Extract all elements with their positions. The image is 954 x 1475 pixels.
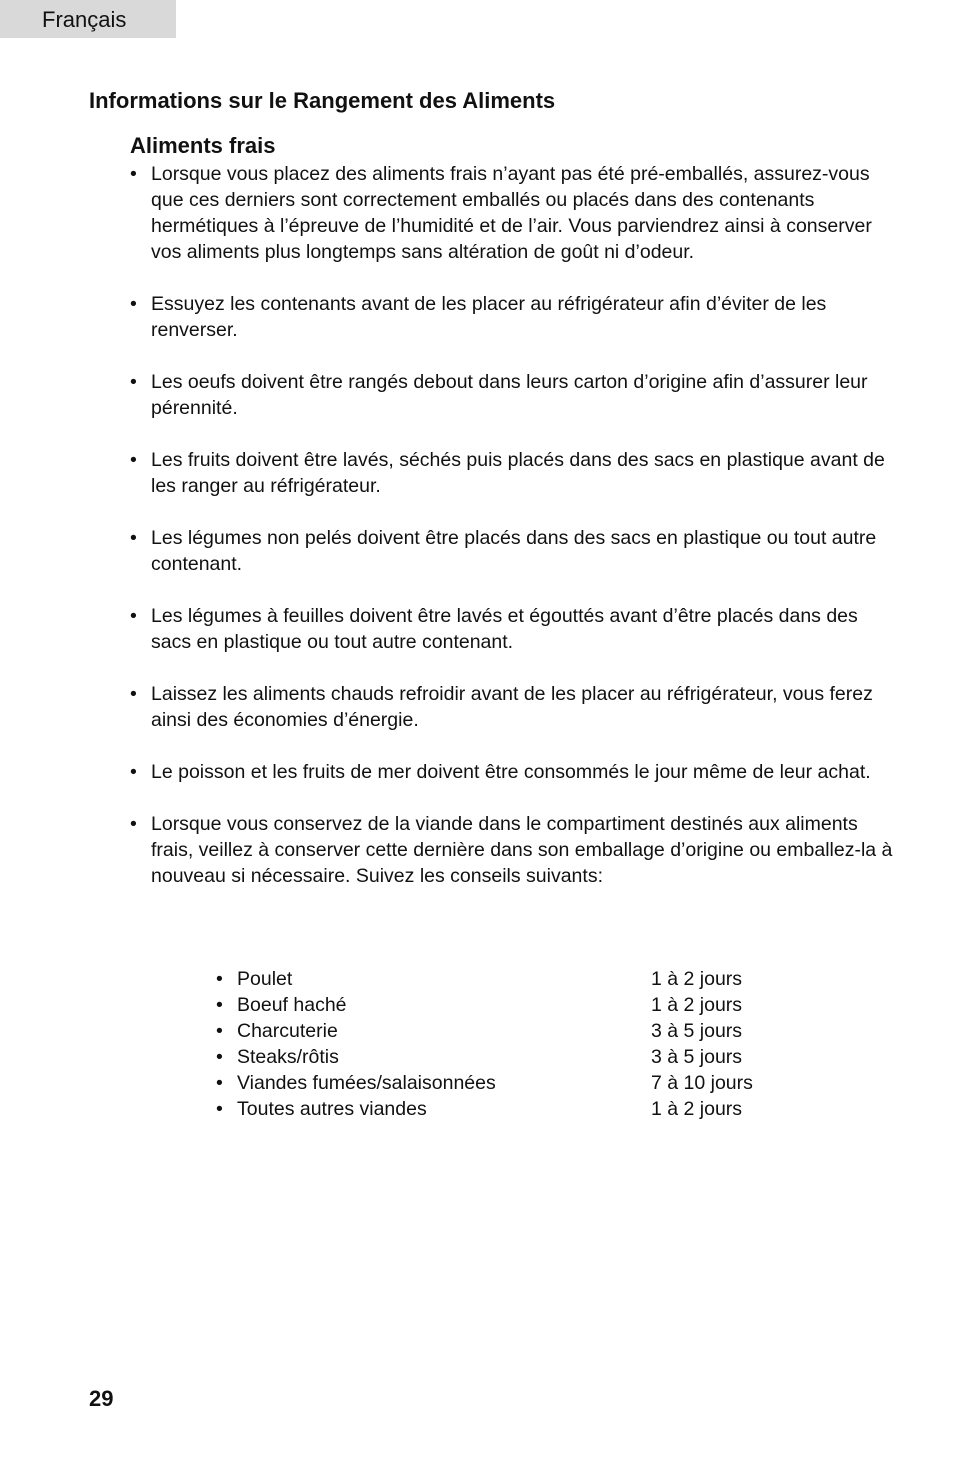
meat-type: Toutes autres viandes [237, 1098, 427, 1120]
section-title: Informations sur le Rangement des Aliments [89, 88, 556, 113]
bullet-icon: • [130, 813, 137, 835]
storage-duration: 7 à 10 jours [651, 1072, 753, 1094]
bullet-icon: • [130, 605, 137, 627]
bullet-icon: • [130, 527, 137, 549]
tip-text: Le poisson et les fruits de mer doivent être consommés le jour même de leur achat. [151, 761, 871, 783]
bullet-icon: • [216, 994, 223, 1016]
meat-type: Boeuf haché [237, 994, 347, 1016]
meat-type: Steaks/rôtis [237, 1046, 339, 1068]
list-item [130, 759, 902, 785]
bullet-icon: • [216, 1020, 223, 1042]
language-tab: Français [0, 0, 176, 38]
table-row [216, 966, 816, 992]
meat-storage-table [216, 966, 816, 1122]
bullet-icon: • [216, 968, 223, 990]
table-row [216, 992, 816, 1018]
list-item [130, 681, 902, 733]
table-row [216, 1070, 816, 1096]
table-row [216, 1096, 816, 1122]
tip-text: Lorsque vous placez des aliments frais n’ayant pas été pré-emballés, assurez-vous que ces derniers sont correctement emballés ou placés dans des contenants hermétiques à l’épreuve de l’humidité et de l’air. Vous parviendrez ainsi à conserver vos aliments plus longtemps sans altération de goût ni d’odeur. [151, 163, 872, 263]
bullet-icon: • [130, 293, 137, 315]
storage-duration: 3 à 5 jours [651, 1020, 743, 1042]
page-number: 29 [89, 1386, 114, 1411]
list-item [130, 811, 902, 889]
table-row [216, 1044, 816, 1070]
bullet-icon: • [216, 1072, 223, 1094]
list-item [130, 291, 902, 343]
bullet-icon: • [130, 683, 137, 705]
list-item [130, 603, 902, 655]
storage-tips-list [130, 161, 902, 915]
tip-text: Les légumes non pelés doivent être placés dans des sacs en plastique ou tout autre contenant. [151, 527, 877, 575]
meat-type: Charcuterie [237, 1020, 338, 1042]
bullet-icon: • [130, 163, 137, 185]
bullet-icon: • [130, 449, 137, 471]
list-item [130, 447, 902, 499]
tip-text: Les fruits doivent être lavés, séchés puis placés dans des sacs en plastique avant de les ranger au réfrigérateur. [151, 449, 885, 497]
bullet-icon: • [216, 1046, 223, 1068]
tip-text: Les légumes à feuilles doivent être lavés et égouttés avant d’être placés dans des sacs en plastique ou tout autre contenant. [151, 605, 858, 653]
tip-text: Laissez les aliments chauds refroidir avant de les placer au réfrigérateur, vous ferez ainsi des économies d’énergie. [151, 683, 873, 731]
bullet-icon: • [130, 761, 137, 783]
tip-text: Lorsque vous conservez de la viande dans le compartiment destinés aux aliments frais, veillez à conserver cette dernière dans son emballage d’origine ou emballez-la à nouveau si nécessaire. Suivez les conseils suivants: [151, 813, 893, 887]
storage-duration: 1 à 2 jours [651, 994, 743, 1016]
list-item [130, 369, 902, 421]
storage-duration: 1 à 2 jours [651, 1098, 743, 1120]
subsection-title: Aliments frais [130, 133, 276, 158]
list-item [130, 525, 902, 577]
storage-duration: 3 à 5 jours [651, 1046, 743, 1068]
bullet-icon: • [216, 1098, 223, 1120]
list-item [130, 161, 902, 265]
meat-type: Poulet [237, 968, 293, 990]
meat-type: Viandes fumées/salaisonnées [237, 1072, 496, 1094]
bullet-icon: • [130, 371, 137, 393]
tip-text: Les oeufs doivent être rangés debout dans leurs carton d’origine afin d’assurer leur pérennité. [151, 371, 868, 419]
storage-duration: 1 à 2 jours [651, 968, 743, 990]
tip-text: Essuyez les contenants avant de les placer au réfrigérateur afin d’éviter de les renverser. [151, 293, 827, 341]
table-row [216, 1018, 816, 1044]
